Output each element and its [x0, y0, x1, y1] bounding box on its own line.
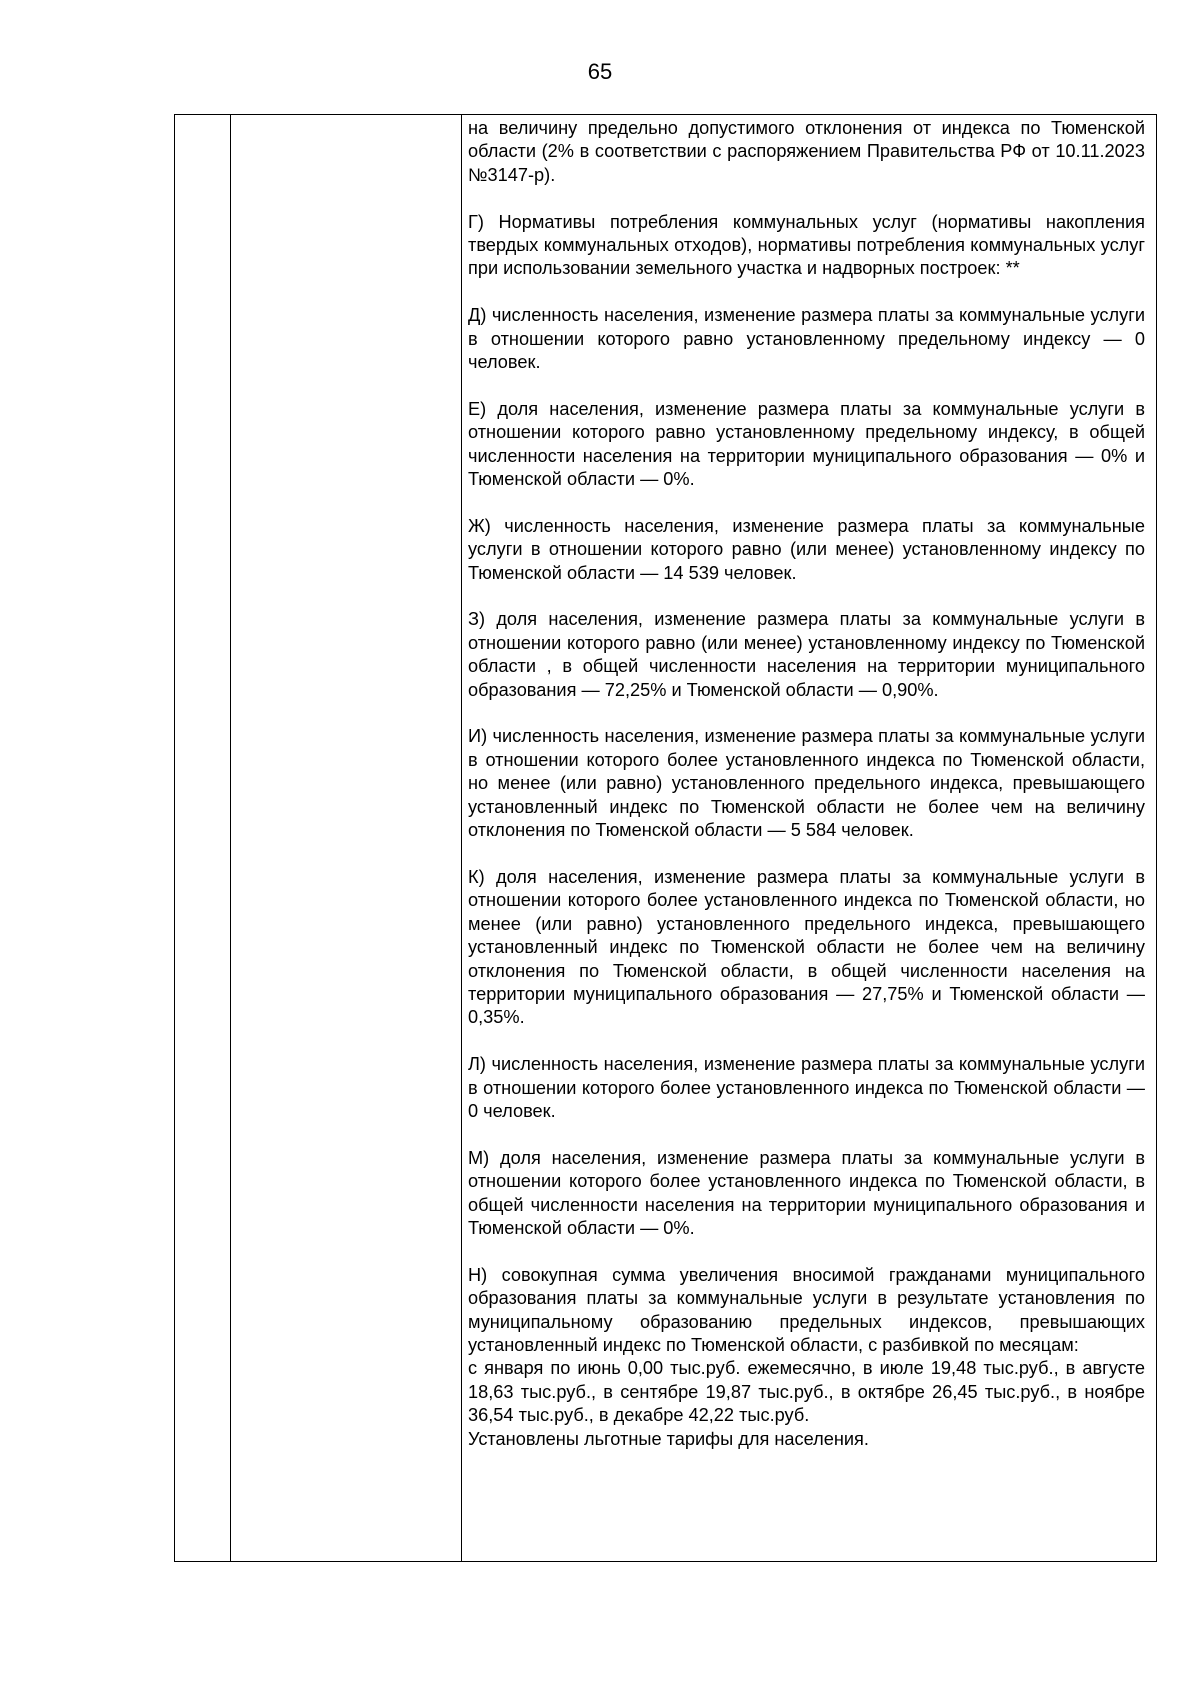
paragraph-note: Установлены льготные тарифы для населения. — [468, 1428, 869, 1449]
paragraph-d-population: Д) численность населения, изменение размера платы за коммунальные услуги в отношении которого равно установленному предельному индексу — 0 человек. — [468, 305, 1145, 373]
table-column-divider — [230, 115, 231, 1561]
paragraph-n-total-increase: Н) совокупная сумма увеличения вносимой гражданами муниципального образования платы за коммунальные услуги в результате установления по муниципальному образованию предельных индексов, превышающих установленный индекс по Тюменской области, с разбивкой по месяцам: — [468, 1264, 1145, 1355]
paragraph-m-share: М) доля населения, изменение размера платы за коммунальные услуги в отношении которого более установленного индекса по Тюменской области, в общей численности населения на территории муниципального образования и Тюменской области — 0%. — [468, 1147, 1145, 1238]
paragraph-k-share: К) доля населения, изменение размера платы за коммунальные услуги в отношении которого более установленного индекса по Тюменской области, но менее (или равно) установленного предельного индекса, превышающего установленный индекс по Тюменской области не более чем на величину отклонения по Тюменской области, в общей численности населения на территории муниципального образования — 27,75% и Тюменской области — 0,35%. — [468, 866, 1145, 1028]
paragraph-g-norms: Г) Нормативы потребления коммунальных услуг (нормативы накопления твердых коммунальных отходов), нормативы потребления коммунальных услуг при использовании земельного участка и надворных построек: ** — [468, 211, 1145, 279]
page-number: 65 — [587, 59, 613, 84]
paragraph-i-population: И) численность населения, изменение размера платы за коммунальные услуги в отношении которого более установленного индекса по Тюменской области, но менее (или равно) установленного предельного индекса, превышающего установленный индекс по Тюменской области не более чем на величину отклонения по Тюменской области — 5 584 человек. — [468, 726, 1145, 841]
paragraph-zh-population: Ж) численность населения, изменение размера платы за коммунальные услуги в отношении которого равно (или менее) установленному индексу по Тюменской области — 14 539 человек. — [468, 515, 1145, 583]
paragraph-l-population: Л) численность населения, изменение размера платы за коммунальные услуги в отношении которого более установленного индекса по Тюменской области — 0 человек. — [468, 1054, 1145, 1121]
paragraph-n-monthly-breakdown: с января по июнь 0,00 тыс.руб. ежемесячно, в июле 19,48 тыс.руб., в августе 18,63 тыс.руб., в сентябре 19,87 тыс.руб., в октябре 26,45 тыс.руб., в ноябре 36,54 тыс.руб., в декабре 42,22 тыс.руб. — [468, 1358, 1145, 1426]
table-content-cell — [468, 117, 1145, 1451]
paragraph-e-share: Е) доля населения, изменение размера платы за коммунальные услуги в отношении которого равно установленному предельному индексу, в общей численности населения на территории муниципального образования — 0% и Тюменской области — 0%. — [468, 398, 1145, 490]
paragraph-z-share: З) доля населения, изменение размера платы за коммунальные услуги в отношении которого равно (или менее) установленному индексу по Тюменской области , в общей численности населения на территории муниципального образования — 72,25% и Тюменской области — 0,90%. — [468, 609, 1145, 700]
document-table — [174, 114, 1157, 1562]
paragraph-index-deviation: на величину предельно допустимого отклонения от индекса по Тюменской области (2% в соответствии с распоряжением Правительства РФ от 10.11.2023 №3147-р). — [468, 118, 1145, 185]
table-column-divider — [461, 115, 462, 1561]
